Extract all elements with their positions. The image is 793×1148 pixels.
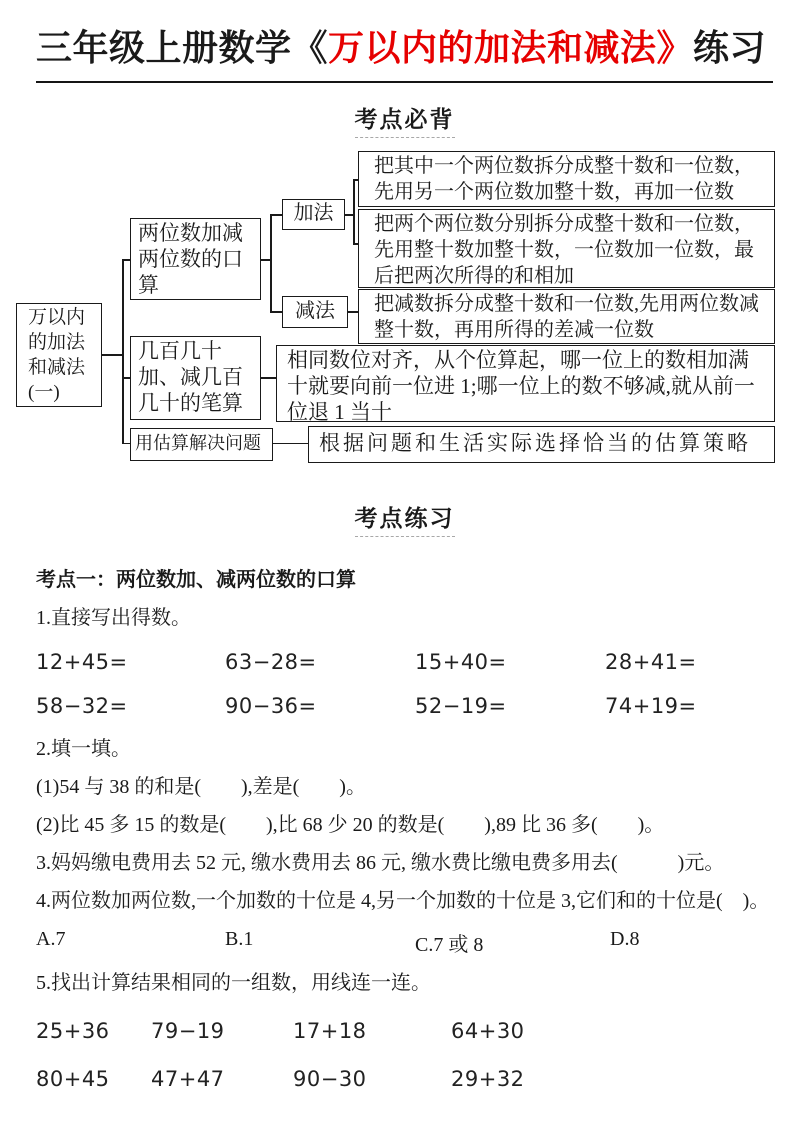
diagram-note-estimation: 根据问题和生活实际选择恰当的估算策略 — [308, 426, 775, 463]
math-expression: 74+19= — [605, 694, 697, 718]
math-expression: 15+40= — [415, 650, 507, 674]
diagram-node-written-calculation: 几百几十加、减几百几十的笔算 — [130, 336, 261, 420]
diagram-note-addition-2: 把两个两位数分别拆分成整十数和一位数，先用整十数加整十数，一位数加一位数，最后把两次所得的和相加 — [358, 209, 775, 288]
q1-label: 1.直接写出得数。 — [36, 607, 191, 629]
section-heading-memorize — [36, 101, 773, 138]
mindmap-diagram — [0, 148, 793, 470]
q5-row1 — [36, 1019, 773, 1043]
connector-line — [122, 259, 130, 261]
diagram-node-oral-calculation: 两位数加减两位数的口算 — [130, 218, 261, 300]
math-expression: 17+18 — [293, 1019, 367, 1043]
connector-line — [270, 214, 282, 216]
math-expression: 58−32= — [36, 694, 128, 718]
connector-line — [353, 179, 358, 181]
section-heading-practice-label: 考点练习 — [355, 500, 455, 537]
diagram-node-estimation: 用估算解决问题 — [130, 428, 273, 461]
diagram-node-subtraction: 减法 — [282, 296, 348, 328]
page-title — [36, 26, 773, 71]
connector-line — [122, 259, 124, 444]
math-expression: 28+41= — [605, 650, 697, 674]
diagram-note-written: 相同数位对齐，从个位算起，哪一位上的数相加满十就要向前一位进 1;哪一位上的数不够减,就从前一位退 1 当十 — [276, 345, 775, 422]
q5-row2 — [36, 1067, 773, 1091]
q1-row2 — [36, 694, 773, 718]
connector-line — [353, 243, 358, 245]
math-expression: 90−30 — [293, 1067, 367, 1091]
option-a: A.7 — [36, 928, 66, 950]
option-b: B.1 — [225, 928, 254, 950]
title-divider — [36, 81, 773, 83]
connector-line — [261, 377, 276, 379]
math-expression: 29+32 — [451, 1067, 525, 1091]
connector-line — [348, 311, 358, 313]
connector-line — [353, 179, 355, 244]
math-expression: 64+30 — [451, 1019, 525, 1043]
diagram-node-addition: 加法 — [282, 199, 345, 230]
q4-options — [36, 928, 773, 957]
connector-line — [102, 354, 122, 356]
title-suffix: 练习 — [693, 28, 767, 68]
math-expression: 63−28= — [225, 650, 317, 674]
math-expression: 52−19= — [415, 694, 507, 718]
option-c: C.7 或 8 — [415, 934, 484, 956]
connector-line — [345, 214, 353, 216]
connector-line — [122, 377, 130, 379]
option-d: D.8 — [610, 928, 640, 950]
q3-text: 3.妈妈缴电费用去 52 元, 缴水费用去 86 元, 缴水费比缴电费多用去( )元。 — [36, 852, 725, 874]
q2-item2: (2)比 45 多 15 的数是( ),比 68 少 20 的数是( ),89 比 36 多( )。 — [36, 814, 665, 836]
math-expression: 25+36 — [36, 1019, 110, 1043]
connector-line — [270, 214, 272, 312]
title-prefix: 三年级上册数学《 — [36, 28, 329, 68]
math-expression: 90−36= — [225, 694, 317, 718]
connector-line — [261, 259, 270, 261]
math-expression: 79−19 — [151, 1019, 225, 1043]
math-expression: 80+45 — [36, 1067, 110, 1091]
connector-line — [273, 443, 308, 445]
q1-row1 — [36, 650, 773, 674]
q4-label: 4.两位数加两位数,一个加数的十位是 4,另一个加数的十位是 3,它们和的十位是( )。 — [36, 890, 770, 912]
diagram-note-addition-1: 把其中一个两位数拆分成整十数和一位数，先用另一个两位数加整十数，再加一位数 — [358, 151, 775, 207]
diagram-note-subtraction: 把减数拆分成整十数和一位数,先用两位数减整十数，再用所得的差减一位数 — [358, 289, 775, 344]
connector-line — [122, 443, 130, 445]
worksheet-page — [0, 26, 793, 1091]
math-expression: 47+47 — [151, 1067, 225, 1091]
title-book-name: 万以内的加法和减法》 — [328, 28, 694, 68]
connector-line — [270, 311, 282, 313]
topic1-heading: 考点一：两位数加、减两位数的口算 — [36, 569, 356, 591]
diagram-root-node: 万以内的加法和减法(一) — [16, 303, 102, 407]
section-heading-memorize-label: 考点必背 — [355, 101, 455, 138]
q2-label: 2.填一填。 — [36, 738, 131, 760]
section-heading-practice — [36, 500, 773, 537]
q5-label: 5.找出计算结果相同的一组数，用线连一连。 — [36, 972, 431, 994]
q2-item1: (1)54 与 38 的和是( ),差是( )。 — [36, 776, 366, 798]
math-expression: 12+45= — [36, 650, 128, 674]
